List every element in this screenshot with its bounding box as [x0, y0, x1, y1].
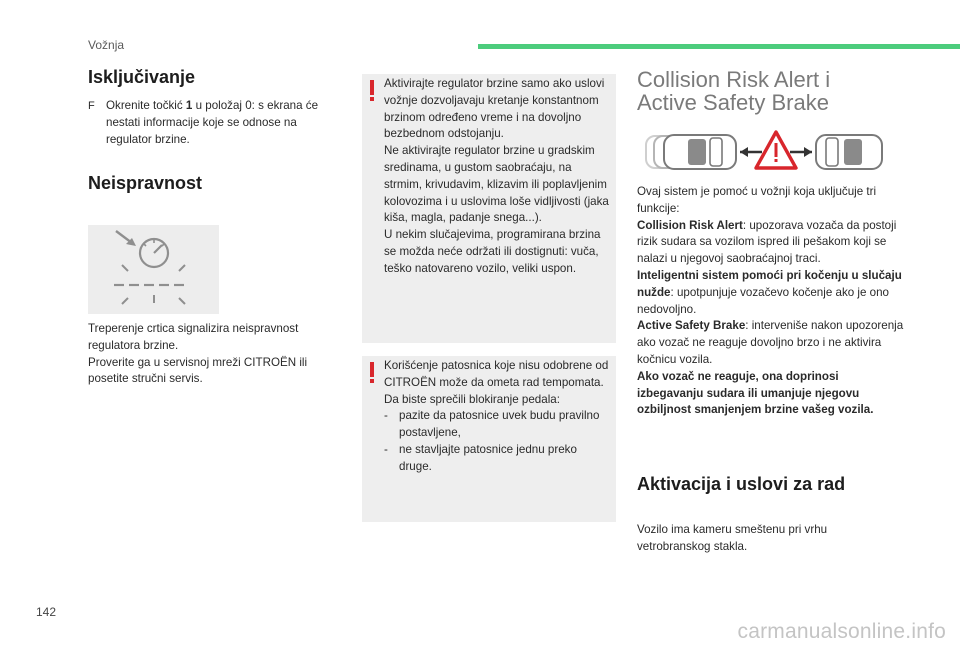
title-line2: Active Safety Brake	[637, 90, 829, 115]
page-title	[637, 68, 937, 114]
function3-name: Active Safety Brake	[637, 319, 746, 333]
activation-paragraph	[637, 522, 877, 556]
bullet-mark: F	[88, 100, 95, 112]
neispravnost-line2: Proverite ga u servisnoj mreži CITROËN ili posetite stručni servis.	[88, 355, 308, 386]
page-number: 142	[36, 605, 57, 619]
dash-mark: -	[384, 409, 388, 423]
warning1-p1: Aktivirajte regulator brzine samo ako uslovi vožnje dozvoljavaju kretanje konstantnom brzinom određeno vreme i na dovoljno bezbednom odstojanju.	[384, 77, 605, 141]
warning-box-cruise-control	[362, 74, 616, 343]
warning2-item1: pazite da patosnice uvek budu pravilno postavljene,	[399, 409, 600, 440]
function2-text: : upotpunjuje vozačevo kočenje ako je ono nedovoljno.	[637, 285, 890, 316]
function2-name: Inteligentni sistem pomoći pri kočenju u slučaju nužde	[637, 268, 902, 299]
list-item	[384, 408, 610, 442]
text-post: u položaj 0: s ekrana će nestati informacije koje se odnose na regulator brzine.	[106, 99, 319, 146]
section-color-bar	[478, 44, 960, 49]
warning2-item2: ne stavljajte patosnice jednu preko druge.	[399, 442, 577, 473]
dash-mark: -	[384, 442, 388, 456]
system-description	[637, 184, 907, 419]
function1-name: Collision Risk Alert	[637, 218, 743, 232]
text-pre: Okrenite točkić	[106, 99, 186, 112]
speed-limiter-fault-icon	[88, 225, 219, 314]
neispravnost-line1: Treperenje crtica signalizira neispravnost regulatora brzine.	[88, 322, 299, 352]
warning-exclamation-icon	[370, 80, 374, 100]
warning-exclamation-icon	[370, 362, 374, 382]
text-bold: 1	[185, 99, 193, 112]
warning1-p3: U nekim slučajevima, programirana brzina se možda neće održati ili dostignuti: vuča, teško natovareno vozilo, veliki uspon.	[384, 228, 601, 275]
warning-box-floor-mats	[362, 356, 616, 522]
list-item	[384, 442, 610, 476]
neispravnost-paragraph	[88, 321, 328, 388]
heading-neispravnost: Neispravnost	[88, 173, 203, 193]
collision-risk-illustration	[640, 128, 886, 176]
function1-text: : upozorava vozača da postoji rizik sudara sa vozilom ispred ili pešakom koji se nalazi u njegovoj saobraćajnoj traci.	[637, 218, 897, 266]
warning2-p1: Korišćenje patosnica koje nisu odobrene od CITROËN može da ometa rad tempomata.	[384, 359, 609, 389]
heading-iskljucivanje: Isključivanje	[88, 67, 196, 87]
warning1-p2: Ne aktivirajte regulator brzine u gradskim sredinama, u gustom saobraćaju, na strmim, krivudavim, klizavim ili poplavljenim kolovozima i u uslovima loše vidljivosti (jaka kiša, magla, padanje snega...).	[384, 144, 609, 225]
heading-aktivacija: Aktivacija i uslovi za rad	[637, 474, 846, 494]
title-line1: Collision Risk Alert i	[637, 67, 831, 92]
activation-text: Vozilo ima kameru smeštenu pri vrhu vetrobranskog stakla.	[637, 523, 828, 553]
section-label: Vožnja	[88, 38, 125, 52]
watermark: carmanualsonline.info	[737, 620, 946, 643]
function3-text: : interveniše nakon upozorenja ako vozač ne reaguje dovoljno brzo i ne aktivira kočnicu vozila.	[637, 319, 904, 366]
warning2-p2: Da biste sprečili blokiranje pedala:	[384, 392, 560, 406]
iskljucivanje-paragraph	[88, 98, 320, 148]
function4-bold-text: Ako vozač ne reaguje, ona doprinosi izbegavanju sudara ili umanjuje njegovu ozbiljnost smanjenjem brzine vašeg vozila.	[637, 369, 874, 417]
intro-text: Ovaj sistem je pomoć u vožnji koja uključuje tri funkcije:	[637, 185, 877, 215]
